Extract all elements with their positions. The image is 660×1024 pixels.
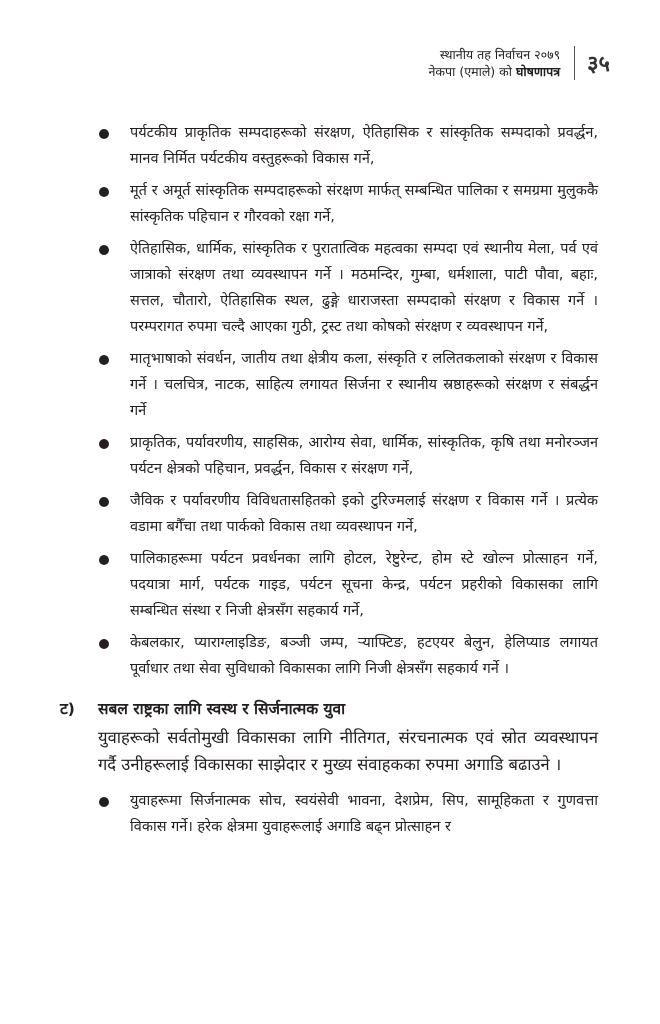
- bullet-icon: [99, 355, 109, 365]
- list-item: [130, 120, 598, 172]
- list-item: [130, 488, 598, 540]
- section-heading: [60, 696, 660, 722]
- list-item: [130, 788, 598, 840]
- section-title: सबल राष्ट्रका लागि स्वस्थ र सिर्जनात्मक युवा: [98, 700, 346, 718]
- header-divider: [574, 46, 575, 80]
- page-number: ३५: [587, 52, 610, 77]
- list-item-text: मातृभाषाको संवर्धन, जातीय तथा क्षेत्रीय कला, संस्कृति र ललितकलाको संरक्षण र विकास गर्ने । चलचित्र, नाटक, साहित्य लगायत सिर्जना र स्थानीय स्रष्ठाहरूको संरक्षण र संबर्द्धन गर्ने: [130, 351, 598, 419]
- list-item-text: पर्यटकीय प्राकृतिक सम्पदाहरूको संरक्षण, ऐतिहासिक र सांस्कृतिक सम्पदाको प्रवर्द्धन, मानव निर्मित पर्यटकीय वस्तुहरूको विकास गर्ने,: [130, 125, 598, 167]
- running-title-line2: [428, 63, 560, 80]
- list-item-text: युवाहरूमा सिर्जनात्मक सोच, स्वयंसेवी भावना, देशप्रेम, सिप, सामूहिकता र गुणवत्ता विकास गर्ने। हरेक क्षेत्रमा युवाहरूलाई अगाडि बढ्न प्रोत्साहन र: [130, 793, 598, 835]
- running-title-prefix: नेकपा (एमाले) को: [428, 64, 516, 79]
- list-item: [130, 430, 598, 482]
- list-item: [130, 178, 598, 230]
- list-item: [130, 346, 598, 424]
- bullet-icon: [99, 555, 109, 565]
- page-body: [0, 120, 660, 846]
- bullet-icon: [99, 439, 109, 449]
- bullet-icon: [99, 497, 109, 507]
- section-marker: ट): [60, 700, 75, 718]
- list-item-text: पालिकाहरूमा पर्यटन प्रवर्धनका लागि होटल, रेष्टुरेन्ट, होम स्टे खोल्न प्रोत्साहन गर्ने, पदयात्रा मार्ग, पर्यटक गाइड, पर्यटन सूचना केन्द्र, पर्यटन प्रहरीको विकासका लागि सम्बन्धित संस्था र निजी क्षेत्रसँग सहकार्य गर्ने,: [130, 551, 598, 619]
- bullet-icon: [99, 245, 109, 255]
- bullet-icon: [99, 797, 109, 807]
- running-title: [428, 46, 560, 80]
- running-title-bold: घोषणापत्र: [515, 64, 561, 79]
- list-item: [130, 236, 598, 340]
- list-item-text: केबलकार, प्याराग्लाइडिङ, बञ्जी जम्प, र्‍याफ्टिङ, हटएयर बेलुन, हेलिप्याड लगायत पूर्वाधार तथा सेवा सुविधाको विकासका लागि निजी क्षेत्रसँग सहकार्य गर्ने ।: [130, 635, 598, 677]
- list-item: [130, 630, 598, 682]
- bullet-icon: [99, 187, 109, 197]
- list-item-text: मूर्त र अमूर्त सांस्कृतिक सम्पदाहरूको संरक्षण मार्फत् सम्बन्धित पालिका र समग्रमा मुलुककै सांस्कृतिक पहिचान र गौरवको रक्षा गर्ने,: [130, 183, 598, 225]
- running-title-line1: स्थानीय तह निर्वाचन २०७९: [439, 47, 561, 62]
- page-header: [428, 46, 610, 80]
- bullet-icon: [99, 639, 109, 649]
- section-intro: युवाहरूको सर्वतोमुखी विकासका लागि नीतिगत, संरचनात्मक एवं स्रोत व्यवस्थापन गर्दै उनीहरूलाई विकासका साझेदार र मुख्य संवाहकका रुपमा अगाडि बढाउने ।: [98, 728, 598, 774]
- bullet-icon: [99, 129, 109, 139]
- list-item-text: ऐतिहासिक, धार्मिक, सांस्कृतिक र पुरातात्विक महत्वका सम्पदा एवं स्थानीय मेला, पर्व एवं जात्राको संरक्षण तथा व्यवस्थापन गर्ने । मठमन्दिर, गुम्बा, धर्मशाला, पाटी पौवा, बहाः, सत्तल, चौतारो, ऐतिहासिक स्थल, ढुङ्गे धाराजस्ता सम्पदाको संरक्षण र विकास गर्ने । परम्परागत रुपमा चल्दै आएका गुठी, ट्रस्ट तथा कोषको संरक्षण र व्यवस्थापन गर्ने,: [130, 241, 598, 335]
- list-item: [130, 546, 598, 624]
- list-item-text: प्राकृतिक, पर्यावरणीय, साहसिक, आरोग्य सेवा, धार्मिक, सांस्कृतिक, कृषि तथा मनोरञ्जन पर्यटन क्षेत्रको पहिचान, प्रवर्द्धन, विकास र संरक्षण गर्ने,: [130, 435, 598, 477]
- list-item-text: जैविक र पर्यावरणीय विविधतासहितको इको टुरिज्मलाई संरक्षण र विकास गर्ने । प्रत्येक वडामा बगैँचा तथा पार्कको विकास तथा व्यवस्थापन गर्ने,: [130, 493, 598, 535]
